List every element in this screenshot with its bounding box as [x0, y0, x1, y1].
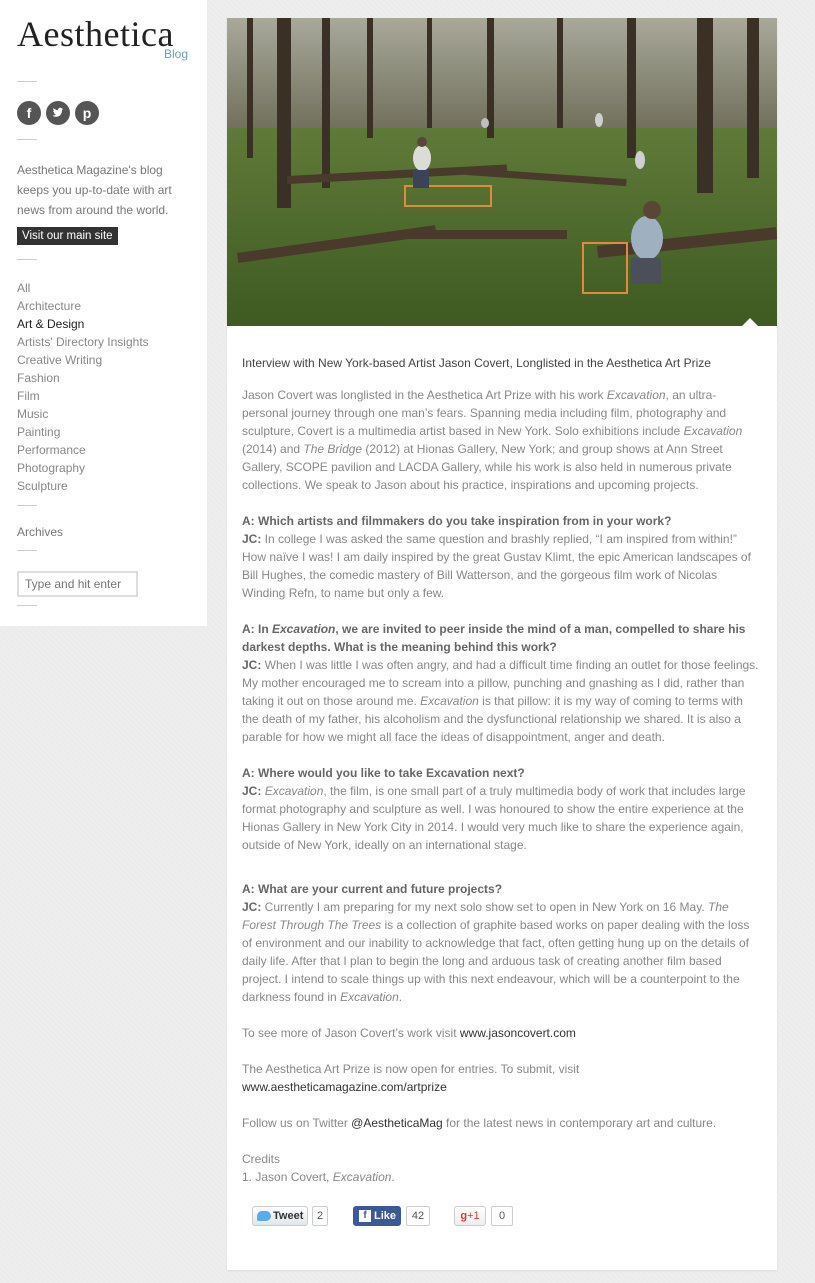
like-count: 42: [406, 1206, 430, 1226]
divider: [17, 505, 37, 506]
jasoncovert-link[interactable]: www.jasoncovert.com: [459, 1026, 576, 1040]
divider: [17, 139, 37, 140]
notch-indicator: [741, 318, 759, 327]
pinterest-icon[interactable]: p: [75, 101, 99, 125]
category-artists-directory[interactable]: Artists' Directory Insights: [17, 335, 149, 349]
category-photography[interactable]: Photography: [17, 461, 86, 475]
category-all[interactable]: All: [17, 281, 31, 295]
category-music[interactable]: Music: [17, 407, 49, 421]
twitter-bird-icon: [257, 1211, 271, 1221]
question: A: What are your current and future projects?: [242, 882, 503, 896]
category-art-design[interactable]: Art & Design: [17, 317, 85, 331]
category-film[interactable]: Film: [17, 389, 40, 403]
question: A: Where would you like to take Excavation next?: [242, 766, 525, 780]
qa-block-4: A: What are your current and future projects? JC: Currently I am preparing for my next solo show set to open in New York on 16 May. The Forest Through The Trees is a collection of graphite based works on paper dealing with the loss of environment and our inability to acknowledge that fact, often getting hung up on the details of daily life. After that I plan to begin the long and arduous task of creating another film based project. I intend to scale things up with this next endeavour, which will be a counterpoint to the darkness found in Excavation.: [242, 882, 750, 1004]
category-creative-writing[interactable]: Creative Writing: [17, 353, 103, 367]
tweet-button[interactable]: Tweet: [252, 1206, 308, 1226]
prize-line: The Aesthetica Art Prize is now open for entries. To submit, visit www.aestheticamagazine.com/artprize: [242, 1062, 580, 1094]
category-painting[interactable]: Painting: [17, 425, 61, 439]
article-intro: Jason Covert was longlisted in the Aesthetica Art Prize with his work Excavation, an ultra-personal journey through one man’s fears. Spanning media including film, photography and sculpture, Covert is a multimedia artist based in New York. Solo exhibitions include Excavation (2014) and The Bridge (2012) at Hionas Gallery, New York; and group shows at Ann Street Gallery, SCOPE pavilion and LACDA Gallery, while his work is also held in numerous private collections. We speak to Jason about his practice, inspirations and upcoming projects.: [242, 388, 743, 492]
archives-link[interactable]: Archives: [17, 525, 64, 539]
visit-main-site-button[interactable]: Visit our main site: [17, 227, 118, 245]
divider: [17, 81, 37, 82]
facebook-icon[interactable]: f: [17, 101, 41, 125]
question: A: In Excavation, we are invited to peer inside the mind of a man, compelled to share his darkest depths. What is the meaning behind this work?: [242, 622, 746, 654]
divider: [17, 550, 37, 551]
divider: [17, 259, 37, 260]
category-architecture[interactable]: Architecture: [17, 299, 82, 313]
site-logo[interactable]: Aesthetica: [17, 14, 174, 54]
see-more-line: To see more of Jason Covert’s work visit www.jasoncovert.com: [242, 1026, 576, 1040]
category-fashion[interactable]: Fashion: [17, 371, 60, 385]
twitter-handle-link[interactable]: @AestheticaMag: [351, 1116, 443, 1130]
tweet-count: 2: [312, 1206, 328, 1226]
qa-block-2: A: In Excavation, we are invited to peer inside the mind of a man, compelled to share his darkest depths. What is the meaning behind this work? JC: When I was little I was often angry, and had a difficult time finding an outlet for those feelings. My mother encouraged me to scream into a pillow, punching and gnashing as I did, rather than taking it out on those around me. Excavation is that pillow: it is my way of coming to terms with the death of my father, his alcoholism and the dysfunctional relationship we shared. It is also a parable for how we might all face the ideas of disappointment, anger and death.: [242, 622, 759, 744]
credits: Credits 1. Jason Covert, Excavation.: [242, 1152, 395, 1184]
divider: [17, 605, 37, 606]
qa-block-3: A: Where would you like to take Excavation next? JC: Excavation, the film, is one small part of a truly multimedia body of work that includes large format photography and sculpture as well. I was honoured to show the entire experience at the Hionas Gallery in New York City in 2014. I would very much like to share the experience again, outside of New York, ideally on an international stage.: [242, 766, 746, 852]
article-body: [242, 354, 762, 1204]
sidebar: [0, 0, 207, 626]
facebook-icon: f: [359, 1210, 371, 1222]
artprize-link[interactable]: www.aestheticamagazine.com/artprize: [242, 1080, 447, 1094]
gplus-count: 0: [491, 1206, 513, 1226]
category-list: [17, 279, 149, 495]
category-performance[interactable]: Performance: [17, 443, 86, 457]
facebook-like-button[interactable]: f Like: [353, 1206, 401, 1226]
follow-line: Follow us on Twitter @AestheticaMag for the latest news in contemporary art and culture.: [242, 1116, 717, 1130]
hero-photo: [227, 18, 777, 326]
article-card: [227, 18, 777, 1270]
question: A: Which artists and filmmakers do you take inspiration from in your work?: [242, 514, 672, 528]
logo-subtitle: Blog: [164, 47, 189, 61]
google-plus-button[interactable]: g+1: [454, 1206, 486, 1226]
article-title: Interview with New York-based Artist Jason Covert, Longlisted in the Aesthetica Art Prize: [242, 356, 711, 370]
site-blurb: Aesthetica Magazine's blog keeps you up-to-date with art news from around the world.: [17, 163, 172, 217]
twitter-icon[interactable]: [46, 101, 70, 125]
qa-block-1: A: Which artists and filmmakers do you take inspiration from in your work? JC: In college I was asked the same question and brashly replied, “I am inspired from within!” How naïve I was! I am daily inspired by the great Gustav Klimt, the epic American landscapes of Bill Hughes, the comedic mastery of Bill Watterson, and the gorgeous film work of Nicolas Winding Refn, to name but only a few.: [242, 514, 751, 600]
search-input[interactable]: [17, 571, 138, 597]
category-sculpture[interactable]: Sculpture: [17, 479, 68, 493]
